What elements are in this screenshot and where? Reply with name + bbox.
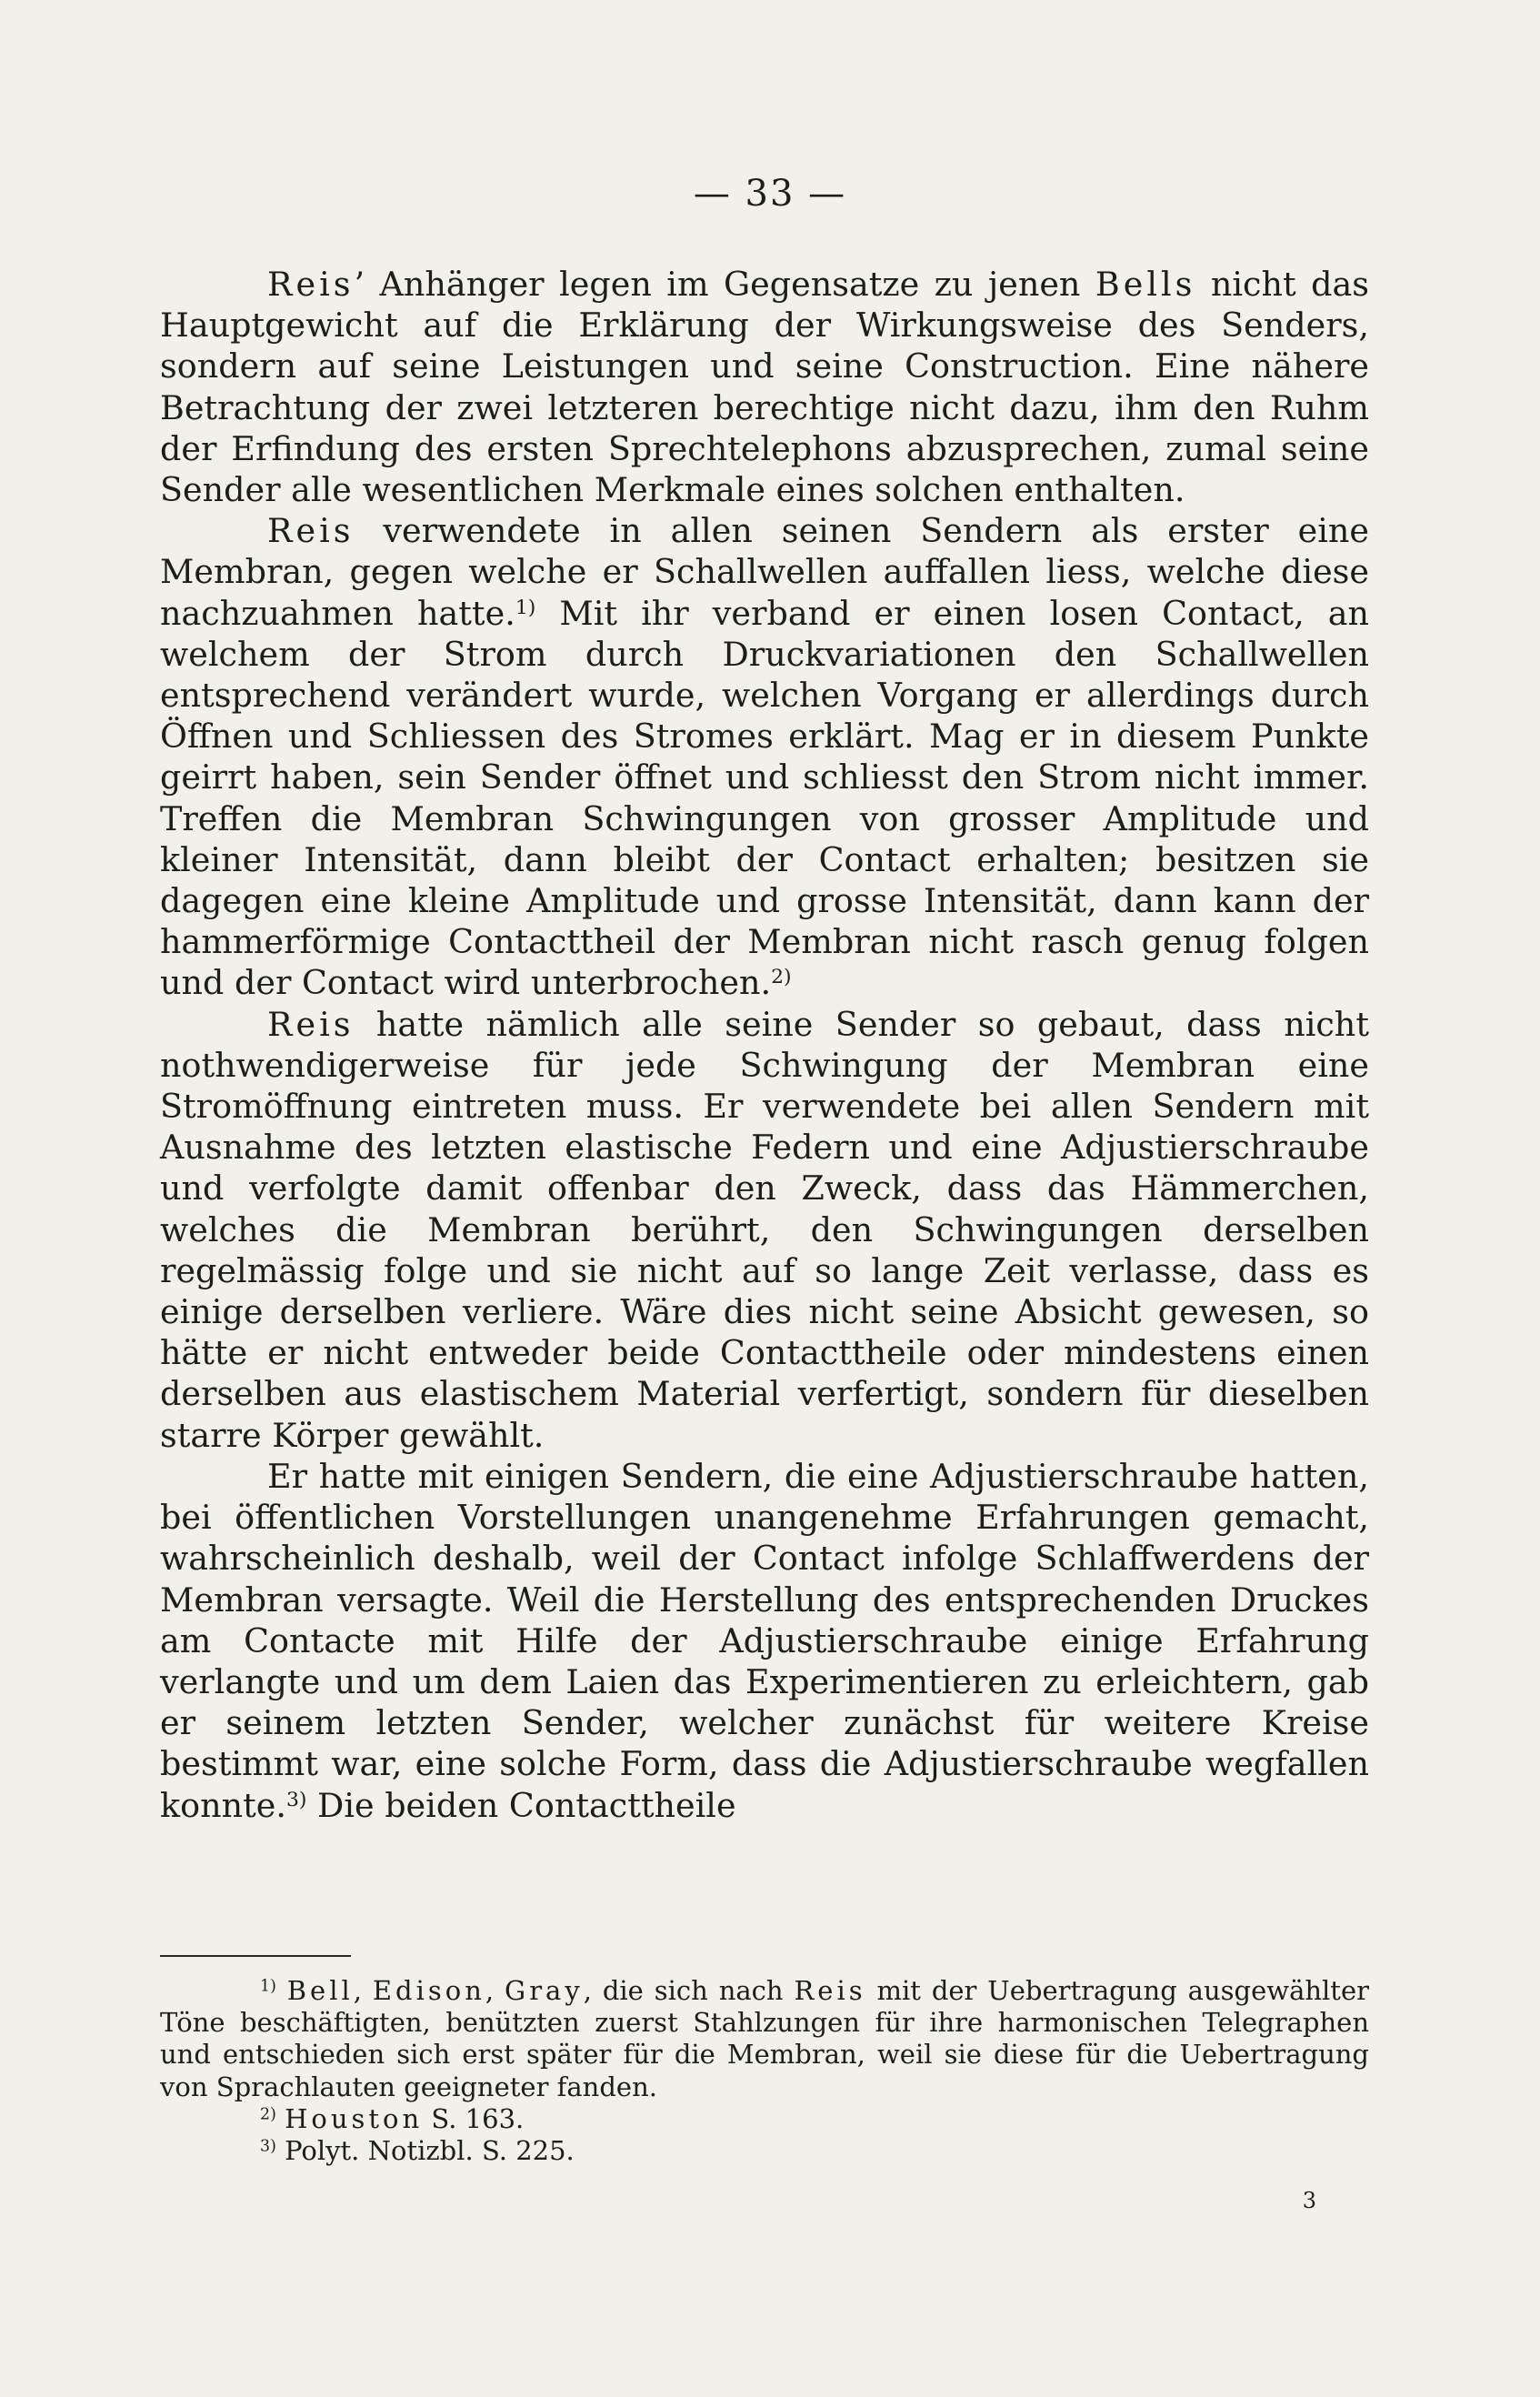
paragraph <box>160 1456 1369 1826</box>
footnote-marker: 1) <box>260 1977 276 1996</box>
paragraph <box>160 510 1369 1003</box>
footnote-marker: 2) <box>260 2105 276 2124</box>
text-run: nicht das Hauptgewicht auf die Erklärung der Wirkungsweise des Senders, sondern auf seine Leistungen und seine Construction. Eine nähere Betrachtung der zwei letzteren berechtige nicht dazu, ihm den Ruhm der Erfindung des ersten Sprechtelephons abzusprechen, zumal seine Sender alle wesentlichen Merkmale eines solchen enthalten. <box>160 265 1369 510</box>
spaced-name: Reis <box>267 1004 355 1044</box>
text-run: S. 163. <box>423 2102 525 2134</box>
footnote-marker: 1) <box>515 596 536 619</box>
footnote-divider <box>160 1955 351 1957</box>
page-number: — 33 — <box>693 173 847 215</box>
text-run: , <box>485 1975 505 2006</box>
paragraph <box>160 1004 1369 1456</box>
spaced-name: Reis <box>267 511 355 551</box>
spaced-name: Reis <box>794 1975 866 2006</box>
paragraph <box>160 264 1369 510</box>
text-run: mit der Uebertragung ausgewählter Töne beschäftigten, benützten zuerst Stahlzungen für ihre harmonischen Telegraphen und entschieden sich erst später für die Membran, weil sie diese für die Uebertragung von Sprachlauten geeigneter fanden. <box>160 1975 1369 2102</box>
spaced-name: Edison <box>372 1975 485 2006</box>
footnote-marker: 2) <box>771 966 792 989</box>
text-run <box>276 2103 285 2134</box>
text-run: Polyt. Notizbl. S. 225. <box>275 2135 575 2167</box>
spaced-name: Bells <box>1095 265 1196 304</box>
footnote-marker: 3) <box>285 1788 307 1811</box>
text-run: hatte nämlich alle seine Sender so gebaut, dass nicht nothwendigerweise für jede Schwingung der Membran eine Stromöffnung eintreten muss. Er verwendete bei allen Sendern mit Ausnahme des letzten elastische Federn und eine Adjustierschraube und verfolgte damit offenbar den Zweck, dass das Hämmerchen, welches die Membran berührt, den Schwingungen derselben regelmässig folge und sie nicht auf so lange Zeit verlasse, dass es einige derselben verliere. Wäre dies nicht seine Absicht gewesen, so hätte er nicht entweder beide Contacttheile oder mindestens einen derselben aus elastischem Material verfertigt, sondern für dieselben starre Körper gewählt. <box>160 1004 1369 1455</box>
footnote <box>160 2135 1369 2167</box>
text-run: , die sich nach <box>583 1975 795 2006</box>
text-run: Mit ihr verband er einen losen Contact, an welchem der Strom durch Druckvariationen den Schallwellen entsprechend verändert wurde, welchen Vorgang er allerdings durch Öffnen und Schliessen des Stromes erklärt. Mag er in diesem Punkte geirrt haben, sein Sender öffnet und schliesst den Strom nicht immer. Treffen die Membran Schwingungen von grosser Amplitude und kleiner Intensität, dann bleibt der Contact erhalten; besitzen sie dagegen eine kleine Amplitude und grosse Intensität, dann kann der hammerförmige Contacttheil der Membran nicht rasch genug folgen und der Contact wird unterbrochen. <box>160 593 1369 1003</box>
text-run: ’ Anhänger legen im Gegensatze zu jenen <box>354 265 1095 304</box>
spaced-name: Gray <box>505 1975 584 2006</box>
spaced-name: Reis <box>267 265 355 304</box>
footnote-marker: 3) <box>260 2137 276 2156</box>
footnotes <box>160 1975 1369 2167</box>
text-run <box>276 1975 287 2006</box>
signature-mark: 3 <box>1302 2188 1316 2213</box>
footnote <box>160 1975 1369 2103</box>
text-run: Die beiden Contacttheile <box>306 1785 736 1825</box>
spaced-name: Bell <box>286 1975 354 2006</box>
footnote <box>160 2103 1369 2135</box>
text-run: Er hatte mit einigen Sendern, die eine Adjustierschraube hatten, bei öffentlichen Vorstellungen unangenehme Erfahrungen gemacht, wahrscheinlich deshalb, weil der Contact infolge Schlaffwerdens der Membran versagte. Weil die Herstellung des entsprechenden Druckes am Contacte mit Hilfe der Adjustierschraube einige Erfahrung verlangte und um dem Laien das Experimentieren zu erleichtern, gab er seinem letzten Sender, welcher zunächst für weitere Kreise bestimmt war, eine solche Form, dass die Adjustierschraube wegfallen konnte. <box>160 1456 1369 1825</box>
main-text <box>160 264 1369 1826</box>
spaced-name: Houston <box>285 2102 424 2134</box>
text-run: verwendete in allen seinen Sendern als erster eine Membran, gegen welche er Schallwellen auffallen liess, welche diese nachzuahmen hatte. <box>160 511 1369 633</box>
text-run: , <box>353 1975 373 2006</box>
